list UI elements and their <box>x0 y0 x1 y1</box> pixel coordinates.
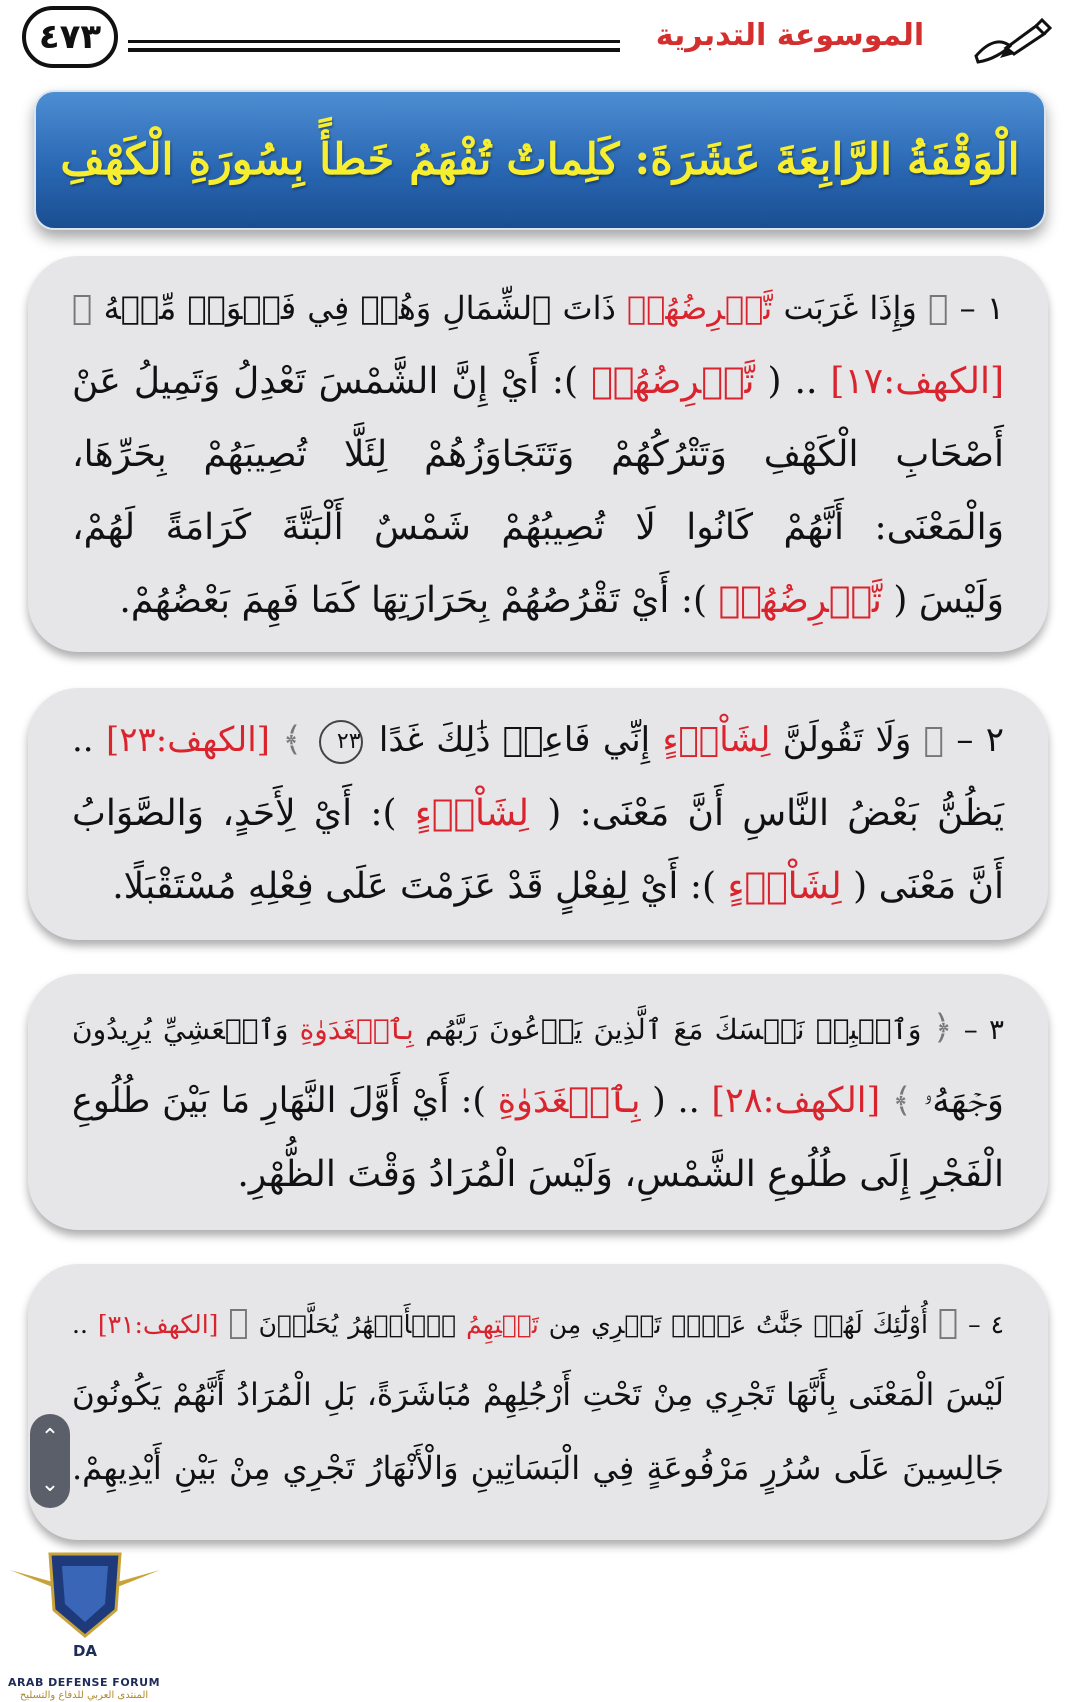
verse-close-ornament: ﴾ <box>72 288 93 328</box>
explanation-text: ): أَيْ لِأَحَدٍ، وَالصَّوَابُ <box>72 793 397 834</box>
verse-close-ornament: ﴾ <box>282 720 303 760</box>
card-section-2 <box>28 688 1048 940</box>
verse-text: ذَاتَ ٱلشِّمَالِ وَهُمۡ فِي فَجۡوَةٖ مِّنۡهُ <box>103 289 616 327</box>
verse-open-ornament: ﴿ <box>937 1302 959 1342</box>
explanation-line <box>72 564 1004 637</box>
verse-open-ornament: ﴿ <box>923 720 945 760</box>
explanation-text: أَنَّ مَعْنَى ( <box>841 866 1004 907</box>
banner-title: الْوَقْفَةُ الرَّابِعَةَ عَشَرَةَ: كَلِماتٌ تُفْهَمُ خَطأً بِسُورَةِ الْكَهْفِ <box>60 135 1020 185</box>
explanation-text: وَلَيْسَ ( <box>881 580 1004 621</box>
separator: .. <box>72 1310 88 1339</box>
verse-line <box>72 992 1004 1065</box>
separator: .. ( <box>640 1081 700 1121</box>
scroll-down-button[interactable]: ⌄ <box>40 1471 60 1497</box>
explanation-line: الْفَجْرِ إِلَى طُلُوعِ الشَّمْسِ، وَلَيْسَ الْمُرَادُ وَقْتَ الظُّهْرِ. <box>237 1154 1004 1195</box>
page-number: ٤٧٣ <box>22 6 118 68</box>
verse-text: أُوْلَٰٓئِكَ لَهُمۡ جَنَّٰتُ عَدۡنٖ تَجۡرِي مِن <box>538 1310 928 1339</box>
highlighted-word: لِشَاْيۡءٍ <box>662 720 771 760</box>
verse-text: وَٱصۡبِرۡ نَفۡسَكَ مَعَ ٱلَّذِينَ يَدۡعُونَ رَبَّهُم <box>413 1013 922 1046</box>
pen-writing-icon <box>970 12 1052 70</box>
scroll-up-button[interactable]: ⌃ <box>40 1424 60 1450</box>
verse-text: وَٱلۡعَشِيِّ يُرِيدُونَ <box>72 1013 289 1046</box>
explanation-text: ): أَيْ إِنَّ الشَّمْسَ تَعْدِلُ وَتَمِيلُ عَنْ <box>72 361 579 402</box>
item-number: ١ – <box>959 289 1005 327</box>
verse-line <box>72 272 1004 345</box>
explanation-text: ): أَيْ تَقْرُصُهُمْ بِحَرَارَتِهَا كَمَا فَهِمَ بَعْضُهُمْ. <box>119 580 708 621</box>
ayah-number-marker: ٢٣ <box>319 720 363 764</box>
verse-text: وَإِذَا غَرَبَت <box>772 289 917 327</box>
explanation-line <box>72 850 1004 923</box>
verse-text: إِنِّي فَاعِلٞ ذَٰلِكَ غَدًا <box>378 720 651 760</box>
explanation-line <box>72 345 1004 418</box>
explanation-line <box>72 1065 1004 1138</box>
highlighted-word: تَّقۡرِضُهُمۡ <box>718 580 882 621</box>
highlighted-word: لِشَاْيۡءٍ <box>727 866 842 907</box>
explanation-line: لَيْسَ الْمَعْنَى بِأَنَّهَا تَجْرِي مِنْ تَحْتِ أَرْجُلِهِمْ مُبَاشَرَةً، بَلِ الْمُرَادُ أَنَّهُمْ يَكُونُونَ <box>72 1377 1004 1413</box>
separator: .. ( <box>754 361 818 402</box>
verse-line <box>72 1286 1004 1359</box>
highlighted-word: لِشَاْيۡءٍ <box>414 793 530 834</box>
explanation-text: ): أَيْ أَوَّلَ النَّهَارِ مَا بَيْنَ طُلُوعِ <box>72 1081 487 1121</box>
verse-reference: [الكهف:٣١] <box>97 1310 219 1339</box>
explanation-text: ): أَيْ لِفِعْلٍ قَدْ عَزَمْتَ عَلَى فِعْلِهِ مُسْتَقْبَلًا. <box>112 866 717 907</box>
card-section-1 <box>28 256 1048 652</box>
watermark-name-ar: المنتدى العربي للدفاع والتسليح <box>19 1690 149 1701</box>
separator: .. <box>72 720 94 760</box>
verse-reference: [الكهف:٢٨] <box>711 1081 881 1121</box>
explanation-line: وَالْمَعْنَى: أَنَّهُمْ كَانُوا لَا تُصِيبُهُمْ شَمْسٌ أَلْبَتَّةَ كَرَامَةً لَهُمْ، <box>72 507 1004 548</box>
header-rule <box>128 48 620 52</box>
highlighted-word: تَّقۡرِضُهُمۡ <box>627 289 773 327</box>
highlighted-word: بِٱلۡغَدَوٰةِ <box>497 1081 641 1121</box>
verse-reference: [الكهف:١٧] <box>830 361 1004 402</box>
scroll-control <box>30 1414 70 1508</box>
item-number: ٤ – <box>968 1310 1005 1339</box>
verse-close-ornament: ﴾ <box>228 1302 249 1342</box>
card-section-4 <box>28 1264 1048 1540</box>
header-rule <box>128 40 620 43</box>
explanation-line: جَالِسِينَ عَلَى سُرُرٍ مَرْفُوعَةٍ فِي الْبَسَاتِينِ وَالْأَنْهَارُ تَجْرِي مِنْ بَيْنِ أَيْدِيهِمْ. <box>72 1449 1004 1487</box>
card-section-3 <box>28 974 1048 1230</box>
explanation-text: يَظُنُّ بَعْضُ النَّاسِ أَنَّ مَعْنَى: ( <box>529 793 1004 834</box>
section-banner <box>34 90 1046 230</box>
verse-open-ornament: ﴿ <box>932 1008 953 1048</box>
item-number: ٢ – <box>956 720 1004 760</box>
item-number: ٣ – <box>963 1013 1005 1046</box>
highlighted-word: تَحۡتِهِمُ <box>466 1310 539 1339</box>
verse-text: وَجۡهَهُۥ <box>923 1081 1004 1121</box>
verse-open-ornament: ﴿ <box>928 288 949 328</box>
logo-badge: DA <box>72 1642 98 1660</box>
explanation-line <box>72 777 1004 850</box>
verse-close-ornament: ﴾ <box>891 1081 912 1121</box>
verse-line <box>72 704 1004 777</box>
verse-reference: [الكهف:٢٣] <box>105 720 270 760</box>
highlighted-word: بِٱلۡغَدَوٰةِ <box>299 1013 414 1046</box>
encyclopedia-title: الموسوعة التدبرية <box>655 18 925 53</box>
highlighted-word: تَّقۡرِضُهُمۡ <box>591 361 755 402</box>
page-header <box>0 0 1080 86</box>
explanation-line: أَصْحَابِ الْكَهْفِ وَتَتْرُكُهُمْ وَتَتَجَاوَزُهُمْ لِئَلَّا تُصِيبَهُمْ بِحَرِّهَا، <box>72 434 1004 475</box>
verse-text: ٱلۡأَنۡهَٰرُ يُحَلَّوۡنَ <box>258 1310 457 1339</box>
verse-text: وَلَا تَقُولَنَّ <box>770 720 912 760</box>
watermark-name-en: ARAB DEFENSE FORUM <box>7 1676 161 1689</box>
